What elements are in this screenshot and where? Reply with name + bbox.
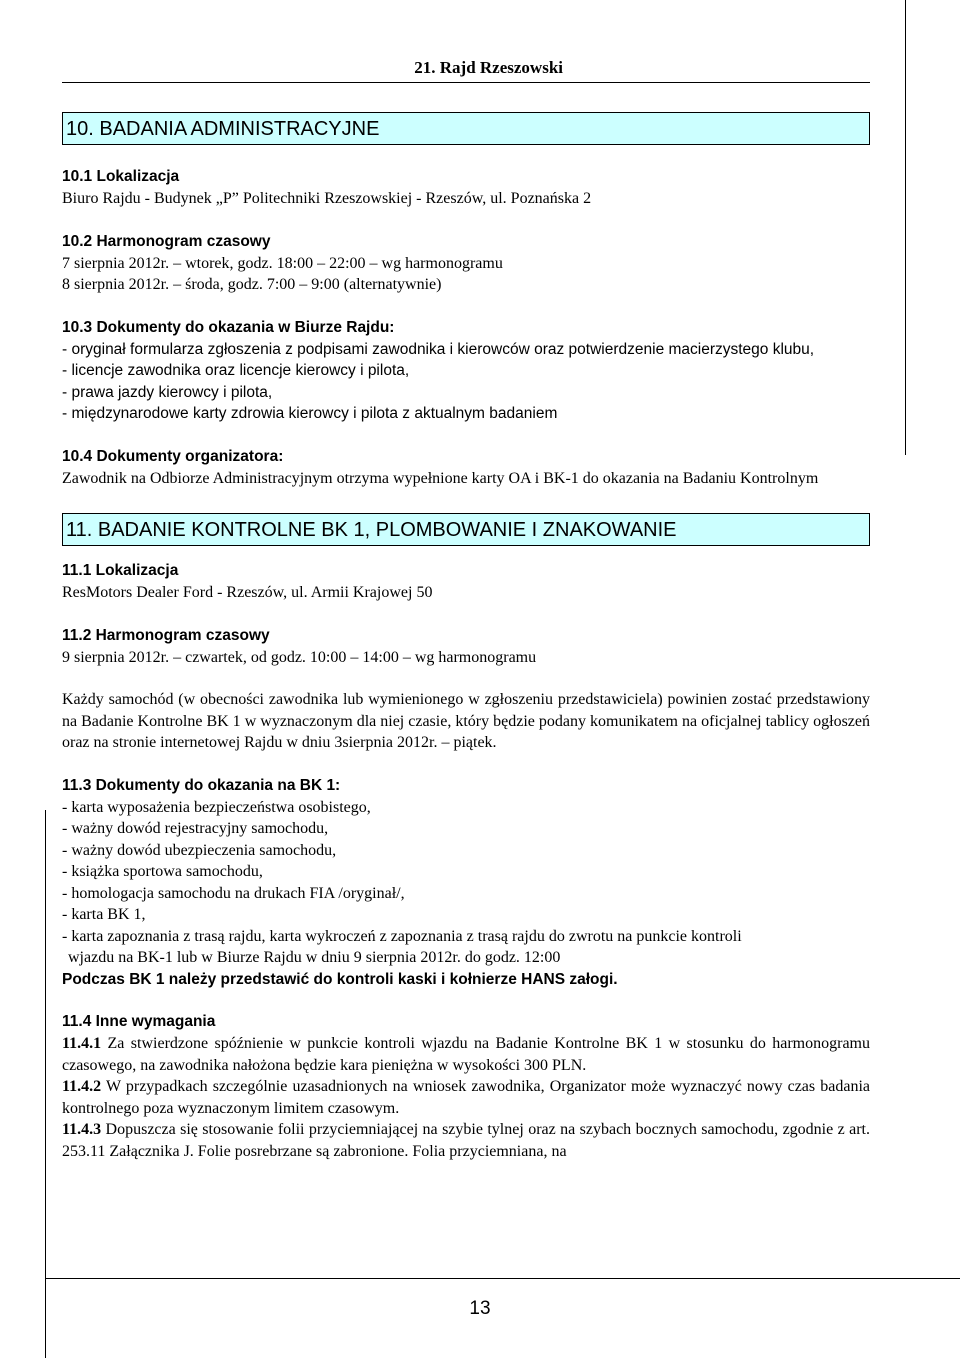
- section-11-4-title: 11.4 Inne wymagania: [62, 1013, 216, 1030]
- list-item: - międzynarodowe karty zdrowia kierowcy i pilota z aktualnym badaniem: [62, 405, 558, 422]
- bk1-paragraph: Każdy samochód (w obecności zawodnika lub wymienionego w zgłoszeniu przedstawiciela) powinien zostać przedstawiony na Badanie Kontrolne BK 1 w wyznaczonym dla niej czasie, który będzie podany komunikatem na oficjalnej tablicy ogłoszeń oraz na stronie internetowej Rajdu w dniu 3sierpnia 2012r. – piątek.: [62, 691, 870, 751]
- section-11-1-text: ResMotors Dealer Ford - Rzeszów, ul. Armii Krajowej 50: [62, 584, 433, 601]
- list-item: - ważny dowód ubezpieczenia samochodu,: [62, 841, 337, 859]
- hans-note: Podczas BK 1 należy przedstawić do kontroli kaski i kołnierze HANS załogi.: [62, 970, 618, 988]
- requirement-item: [62, 1119, 870, 1162]
- section-10-heading: 10. BADANIA ADMINISTRACYJNE: [62, 112, 870, 145]
- schedule-line: 7 sierpnia 2012r. – wtorek, godz. 18:00 – 22:00 – wg harmonogramu: [62, 254, 503, 272]
- list-item: - karta wyposażenia bezpieczeństwa osobistego,: [62, 798, 371, 816]
- page-number: 13: [469, 1298, 491, 1319]
- section-10-4-text: Zawodnik na Odbiorze Administracyjnym otrzyma wypełnione karty OA i BK-1 do okazania na Badaniu Kontrolnym: [62, 469, 819, 487]
- list-item: - oryginał formularza zgłoszenia z podpisami zawodnika i kierowców oraz potwierdzenie macierzystego klubu,: [62, 340, 815, 358]
- right-margin-line: [905, 0, 906, 455]
- requirement-number: 11.4.1: [62, 1035, 102, 1052]
- header-rule: [62, 82, 870, 83]
- section-10-2-title: 10.2 Harmonogram czasowy: [62, 232, 271, 250]
- requirement-number: 11.4.2: [62, 1078, 102, 1095]
- list-item: - karta zapoznania z trasą rajdu, karta wykroczeń z zapoznania z trasą rajdu do zwrotu na punkcie kontroli: [62, 927, 742, 945]
- list-item: - karta BK 1,: [62, 906, 146, 923]
- section-11-2-title: 11.2 Harmonogram czasowy: [62, 626, 270, 644]
- requirement-text: W przypadkach szczególnie uzasadnionych na wniosek zawodnika, Organizator może wyznaczyć nowy czas badania kontrolnego poza wyznaczonym limitem czasowym.: [62, 1078, 870, 1117]
- requirement-item: [62, 1033, 870, 1076]
- section-11-heading: 11. BADANIE KONTROLNE BK 1, PLOMBOWANIE I ZNAKOWANIE: [62, 513, 870, 546]
- footer-rule: [45, 1278, 960, 1279]
- list-item: - książka sportowa samochodu,: [62, 863, 263, 880]
- requirement-text: Dopuszcza się stosowanie folii przyciemniającej na szybie tylnej oraz na szybach bocznych samochodu, zgodnie z art. 253.11 Załącznika J. Folie posrebrzane są zabronione. Folia przyciemniana, na: [62, 1121, 870, 1160]
- section-10-4-title: 10.4 Dokumenty organizatora:: [62, 447, 284, 465]
- schedule-line: 9 sierpnia 2012r. – czwartek, od godz. 10:00 – 14:00 – wg harmonogramu: [62, 648, 537, 666]
- section-10-1-title: 10.1 Lokalizacja: [62, 168, 180, 185]
- section-10-3-title: 10.3 Dokumenty do okazania w Biurze Rajdu:: [62, 318, 395, 336]
- list-item: - homologacja samochodu na drukach FIA /oryginał/,: [62, 884, 405, 902]
- section-11-1-title: 11.1 Lokalizacja: [62, 562, 179, 579]
- requirement-item: [62, 1076, 870, 1119]
- list-item-continuation: wjazdu na BK-1 lub w Biurze Rajdu w dniu 9 sierpnia 2012r. do godz. 12:00: [68, 949, 561, 966]
- requirement-number: 11.4.3: [62, 1121, 102, 1138]
- section-11-3-title: 11.3 Dokumenty do okazania na BK 1:: [62, 776, 341, 794]
- requirement-text: Za stwierdzone spóźnienie w punkcie kontroli wjazdu na Badanie Kontrolne BK 1 w stosunku do harmonogramu czasowego, na zawodnika nałożona będzie kara pieniężna w wysokości 300 PLN.: [62, 1035, 870, 1074]
- section-10-1-text: Biuro Rajdu - Budynek „P” Politechniki Rzeszowskiej - Rzeszów, ul. Poznańska 2: [62, 190, 592, 207]
- list-item: - prawa jazdy kierowcy i pilota,: [62, 383, 273, 401]
- list-item: - licencje zawodnika oraz licencje kierowcy i pilota,: [62, 362, 410, 379]
- page-content: [62, 112, 870, 1162]
- running-header: 21. Rajd Rzeszowski: [414, 58, 563, 77]
- left-margin-line: [45, 810, 46, 1358]
- schedule-line: 8 sierpnia 2012r. – środa, godz. 7:00 – 9:00 (alternatywnie): [62, 276, 442, 293]
- list-item: - ważny dowód rejestracyjny samochodu,: [62, 820, 329, 837]
